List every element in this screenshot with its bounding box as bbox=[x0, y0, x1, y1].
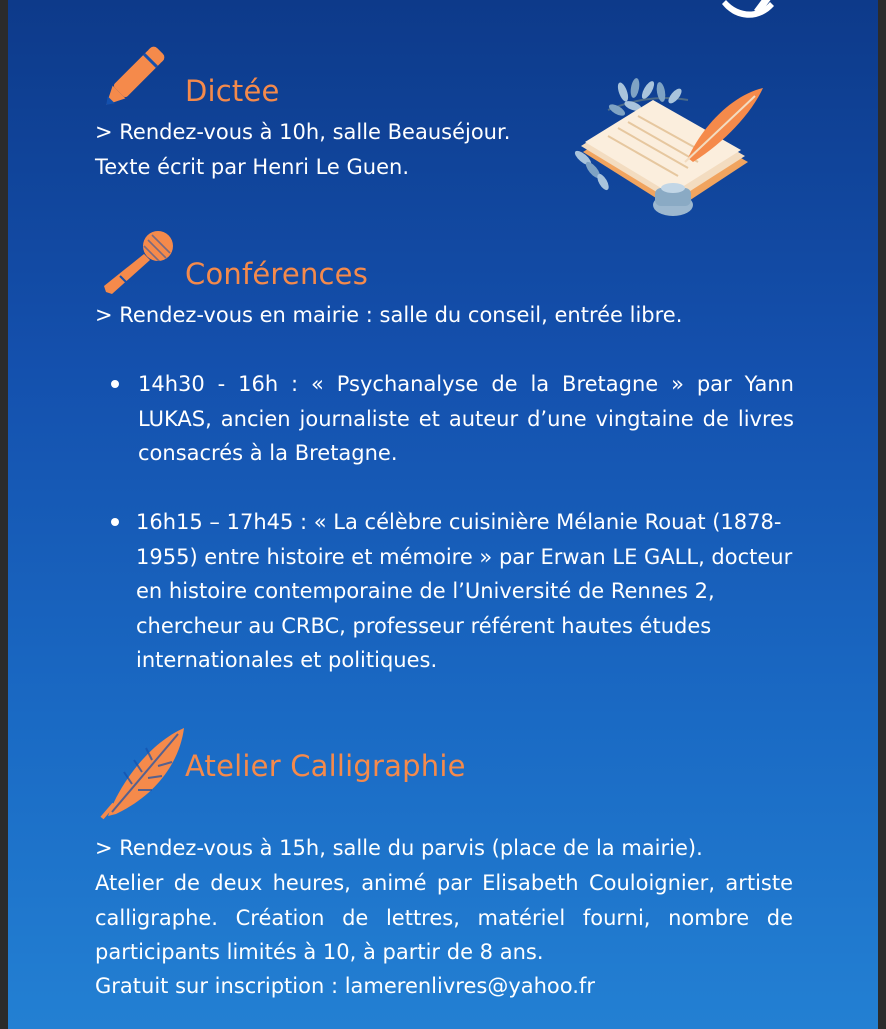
microphone-icon bbox=[100, 228, 176, 298]
atelier-title: Atelier Calligraphie bbox=[185, 749, 466, 783]
conference-item-2: 16h15 – 17h45 : « La célèbre cuisinière Mélanie Rouat (1878-1955) entre histoire et mémoire » par Erwan LE GALL, docteur en histoire contemporaine de l’Université de Rennes 2, chercheur au CRBC, professeur référent hautes études internationales et politiques. bbox=[136, 510, 793, 672]
right-border bbox=[878, 0, 886, 1029]
book-quill-illustration bbox=[563, 70, 763, 220]
feather-icon bbox=[98, 724, 188, 820]
atelier-description: Atelier de deux heures, animé par Elisabeth Couloignier, artiste calligraphe. Création de lettres, matériel fourni, nombre de participants limités à 10, à partir de 8 ans. bbox=[95, 871, 793, 964]
conferences-intro: > Rendez-vous en mairie : salle du conseil, entrée libre. bbox=[95, 303, 683, 327]
conference-bullet-2 bbox=[111, 518, 119, 526]
pencil-icon bbox=[98, 38, 174, 112]
atelier-signup: Gratuit sur inscription : lamerenlivres@yahoo.fr bbox=[95, 974, 595, 998]
dictee-line1: > Rendez-vous à 10h, salle Beauséjour. bbox=[95, 120, 511, 144]
conference-bullet-1 bbox=[111, 380, 119, 388]
conference-item-1: 14h30 - 16h : « Psychanalyse de la Bretagne » par Yann LUKAS, ancien journaliste et auteur d’une vingtaine de livres consacrés à la Bretagne. bbox=[138, 372, 794, 465]
conferences-title: Conférences bbox=[185, 257, 369, 291]
dictee-title: Dictée bbox=[185, 74, 280, 108]
dictee-line2: Texte écrit par Henri Le Guen. bbox=[95, 155, 409, 179]
atelier-line1: > Rendez-vous à 15h, salle du parvis (place de la mairie). bbox=[95, 836, 703, 860]
corner-logo bbox=[708, 0, 788, 22]
flyer-page bbox=[8, 0, 878, 1029]
